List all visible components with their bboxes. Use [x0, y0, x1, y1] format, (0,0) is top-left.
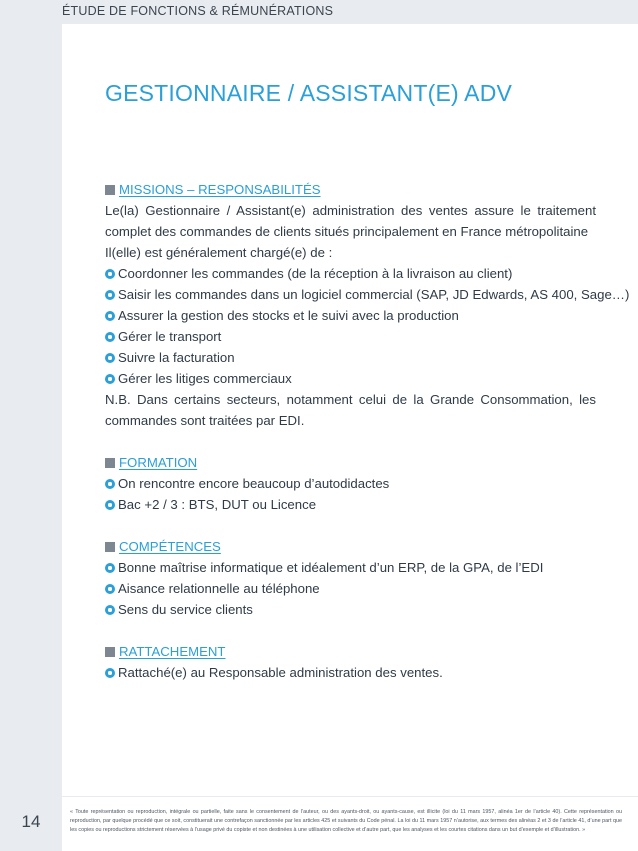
legal-notice: « Toute représentation ou reproduction, intégrale ou partielle, faite sans le consentement de l’auteur, ou des ayants-droit, ou ayants-cause, est illicite (loi du 11 mars 1957, alinéa 1er de l’article 40). Cette représentation ou reproduction, par quelque procédé que ce soit, constituerait une contrefaçon sanctionnée par les articles 425 et suivants du Code pénal. La loi du 11 mars 1957 n’autorise, aux termes des alinéas 2 et 3 de l’article 41, d’une part que les copies ou reproductions strictement réservées à l’usage privé du copiste et non destinées à une utilisation collective et d’autre part, que les analyses et les courtes citations dans un but d’exemple et d’illustration. »: [70, 809, 622, 833]
page-number: 14: [21, 812, 41, 831]
header-label: ÉTUDE DE FONCTIONS & RÉMUNÉRATIONS: [62, 4, 334, 18]
circle-bullet-icon: [105, 332, 115, 342]
missions-lead: Il(elle) est généralement chargé(e) de :: [105, 245, 333, 260]
footer-rule: [62, 796, 638, 797]
section-formation-heading: [105, 452, 596, 473]
list-item: Assurer la gestion des stocks et le suivi avec la production: [105, 305, 596, 326]
section-title: MISSIONS – RESPONSABILITÉS: [119, 182, 321, 197]
list-item: On rencontre encore beaucoup d’autodidactes: [105, 473, 596, 494]
page-title: GESTIONNAIRE / ASSISTANT(E) ADV: [105, 80, 513, 106]
section-missions-heading: [105, 179, 596, 200]
circle-bullet-icon: [105, 374, 115, 384]
list-item: Coordonner les commandes (de la réception à la livraison au client): [105, 263, 596, 284]
square-bullet-icon: [105, 647, 115, 657]
section-title: RATTACHEMENT: [119, 644, 226, 659]
list-item: Gérer le transport: [105, 326, 596, 347]
section-title: FORMATION: [119, 455, 198, 470]
section-title: COMPÉTENCES: [119, 539, 221, 554]
section-competences-heading: [105, 536, 596, 557]
list-item: Saisir les commandes dans un logiciel commercial (SAP, JD Edwards, AS 400, Sage…): [105, 284, 596, 305]
list-item: Gérer les litiges commerciaux: [105, 368, 596, 389]
circle-bullet-icon: [105, 479, 115, 489]
circle-bullet-icon: [105, 563, 115, 573]
circle-bullet-icon: [105, 269, 115, 279]
list-item: Rattaché(e) au Responsable administration des ventes.: [105, 662, 596, 683]
circle-bullet-icon: [105, 605, 115, 615]
circle-bullet-icon: [105, 500, 115, 510]
square-bullet-icon: [105, 185, 115, 195]
circle-bullet-icon: [105, 668, 115, 678]
list-item: Aisance relationnelle au téléphone: [105, 578, 596, 599]
list-item: Bac +2 / 3 : BTS, DUT ou Licence: [105, 494, 596, 515]
circle-bullet-icon: [105, 353, 115, 363]
missions-note: N.B. Dans certains secteurs, notamment celui de la Grande Consommation, les commandes sont traitées par EDI.: [105, 392, 596, 428]
square-bullet-icon: [105, 542, 115, 552]
circle-bullet-icon: [105, 584, 115, 594]
page-content: [105, 179, 630, 683]
circle-bullet-icon: [105, 290, 115, 300]
list-item: Sens du service clients: [105, 599, 596, 620]
list-item: Suivre la facturation: [105, 347, 596, 368]
left-margin-band: [0, 0, 62, 851]
square-bullet-icon: [105, 458, 115, 468]
list-item: Bonne maîtrise informatique et idéalement d’un ERP, de la GPA, de l’EDI: [105, 557, 596, 578]
missions-intro: Le(la) Gestionnaire / Assistant(e) administration des ventes assure le traitement complet des commandes de clients situés principalement en France métropolitaine: [105, 203, 596, 239]
circle-bullet-icon: [105, 311, 115, 321]
section-rattachement-heading: [105, 641, 596, 662]
